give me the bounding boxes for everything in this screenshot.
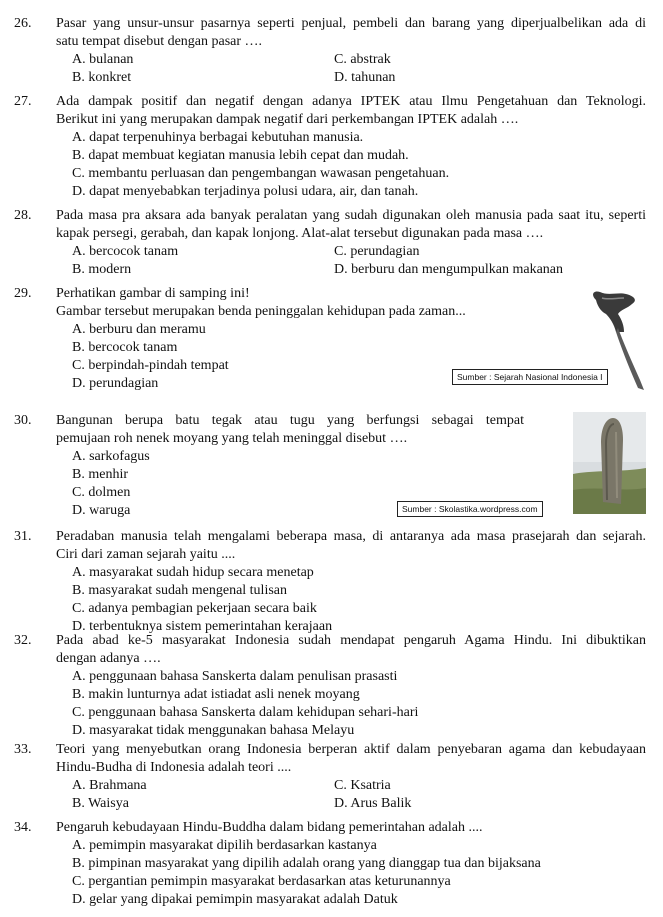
option-a[interactable]: A. berburu dan meramu: [72, 322, 206, 337]
option-c[interactable]: C. dolmen: [72, 485, 131, 500]
option-c[interactable]: C. berpindah-pindah tempat: [72, 358, 229, 373]
question-stem: Peradaban manusia telah mengalami beberapa masa, di antaranya ada masa prasejarah dan sejarah. Ciri dari zaman sejarah yaitu ....: [56, 529, 646, 562]
image-source-caption: Sumber : Skolastika.wordpress.com: [397, 501, 543, 517]
options: [72, 51, 646, 87]
option-b[interactable]: B. modern: [72, 262, 132, 277]
question-31: [14, 528, 646, 636]
menhir-image: [573, 412, 646, 514]
option-d[interactable]: D. berburu dan mengumpulkan makanan: [334, 262, 563, 277]
question-stem: Perhatikan gambar di samping ini! Gambar tersebut merupakan benda peninggalan kehidupan pada zaman...: [56, 286, 466, 319]
question-number: 31.: [14, 529, 32, 544]
question-stem: Ada dampak positif dan negatif dengan adanya IPTEK atau Ilmu Pengetahuan dan Teknologi. Berikut ini yang merupakan dampak negatif dari perkembangan IPTEK adalah ….: [56, 94, 646, 127]
image-source-caption: Sumber : Sejarah Nasional Indonesia I: [452, 369, 608, 385]
bronze-axe-image: [588, 288, 646, 394]
question-number: 32.: [14, 633, 32, 648]
option-a[interactable]: A. Brahmana: [72, 778, 147, 793]
question-stem: Teori yang menyebutkan orang Indonesia berperan aktif dalam penyebaran agama dan kebudayaan Hindu-Budha di Indonesia adalah teori ....: [56, 742, 646, 775]
option-b[interactable]: B. bercocok tanam: [72, 340, 178, 355]
options: [72, 448, 646, 520]
option-d[interactable]: D. dapat menyebabkan terjadinya polusi udara, air, dan tanah.: [72, 184, 419, 199]
question-stem: Pada abad ke-5 masyarakat Indonesia sudah mendapat pengaruh Agama Hindu. Ini dibuktikan dengan adanya ….: [56, 633, 646, 666]
question-28: [14, 207, 646, 279]
option-a[interactable]: A. penggunaan bahasa Sanskerta dalam penulisan prasasti: [72, 669, 398, 684]
question-number: 33.: [14, 742, 32, 757]
option-a[interactable]: A. dapat terpenuhinya berbagai kebutuhan manusia.: [72, 130, 364, 145]
option-c[interactable]: C. membantu perluasan dan pengembangan wawasan pengetahuan.: [72, 166, 450, 181]
question-number: 27.: [14, 94, 32, 109]
option-d[interactable]: D. perundagian: [72, 376, 159, 391]
question-27: [14, 93, 646, 201]
question-stem: Pada masa pra aksara ada banyak peralatan yang sudah digunakan oleh manusia pada saat itu, seperti kapak persegi, gerabah, dan kapak lonjong. Alat-alat tersebut digunakan pada masa ….: [56, 208, 646, 241]
question-number: 34.: [14, 820, 32, 835]
option-d[interactable]: D. tahunan: [334, 70, 396, 85]
options: [72, 777, 646, 813]
question-32: [14, 632, 646, 740]
option-b[interactable]: B. konkret: [72, 70, 132, 85]
question-30: [14, 412, 646, 520]
option-b[interactable]: B. makin lunturnya adat istiadat asli nenek moyang: [72, 687, 360, 702]
option-b[interactable]: B. masyarakat sudah mengenal tulisan: [72, 583, 287, 598]
options: [72, 564, 646, 636]
option-a[interactable]: A. pemimpin masyarakat dipilih berdasarkan kastanya: [72, 838, 377, 853]
option-c[interactable]: C. adanya pembagian pekerjaan secara baik: [72, 601, 317, 616]
option-d[interactable]: D. Arus Balik: [334, 796, 412, 811]
option-c[interactable]: C. abstrak: [334, 52, 391, 67]
option-c[interactable]: C. pergantian pemimpin masyarakat berdasarkan atas keturunannya: [72, 874, 451, 889]
option-b[interactable]: B. Waisya: [72, 796, 129, 811]
option-a[interactable]: A. bulanan: [72, 52, 134, 67]
options: [72, 668, 646, 740]
option-c[interactable]: C. Ksatria: [334, 778, 391, 793]
options: [72, 243, 646, 279]
question-stem: Pasar yang unsur-unsur pasarnya seperti penjual, pembeli dan barang yang diperjualbelikan ada di satu tempat disebut dengan pasar ….: [56, 16, 646, 49]
option-d[interactable]: D. gelar yang dipakai pemimpin masyarakat adalah Datuk: [72, 892, 398, 907]
option-a[interactable]: A. masyarakat sudah hidup secara menetap: [72, 565, 314, 580]
option-c[interactable]: C. perundagian: [334, 244, 420, 259]
option-d[interactable]: D. waruga: [72, 503, 131, 518]
question-number: 29.: [14, 286, 32, 301]
option-b[interactable]: B. menhir: [72, 467, 128, 482]
question-33: [14, 741, 646, 813]
option-d[interactable]: D. terbentuknya sistem pemerintahan kerajaan: [72, 619, 333, 634]
option-b[interactable]: B. pimpinan masyarakat yang dipilih adalah orang yang dianggap tua dan bijaksana: [72, 856, 541, 871]
question-number: 28.: [14, 208, 32, 223]
option-d[interactable]: D. masyarakat tidak menggunakan bahasa Melayu: [72, 723, 355, 738]
options: [72, 129, 646, 201]
question-number: 30.: [14, 413, 32, 428]
option-a[interactable]: A. sarkofagus: [72, 449, 150, 464]
options: [72, 837, 646, 909]
question-stem: Pengaruh kebudayaan Hindu-Buddha dalam bidang pemerintahan adalah ....: [56, 820, 483, 835]
question-stem: Bangunan berupa batu tegak atau tugu yang berfungsi sebagai tempat pemujaan roh nenek moyang yang telah meninggal disebut ….: [56, 413, 524, 446]
question-34: [14, 819, 646, 909]
question-number: 26.: [14, 16, 32, 31]
option-a[interactable]: A. bercocok tanam: [72, 244, 179, 259]
question-26: [14, 15, 646, 87]
option-b[interactable]: B. dapat membuat kegiatan manusia lebih cepat dan mudah.: [72, 148, 409, 163]
option-c[interactable]: C. penggunaan bahasa Sanskerta dalam kehidupan sehari-hari: [72, 705, 419, 720]
